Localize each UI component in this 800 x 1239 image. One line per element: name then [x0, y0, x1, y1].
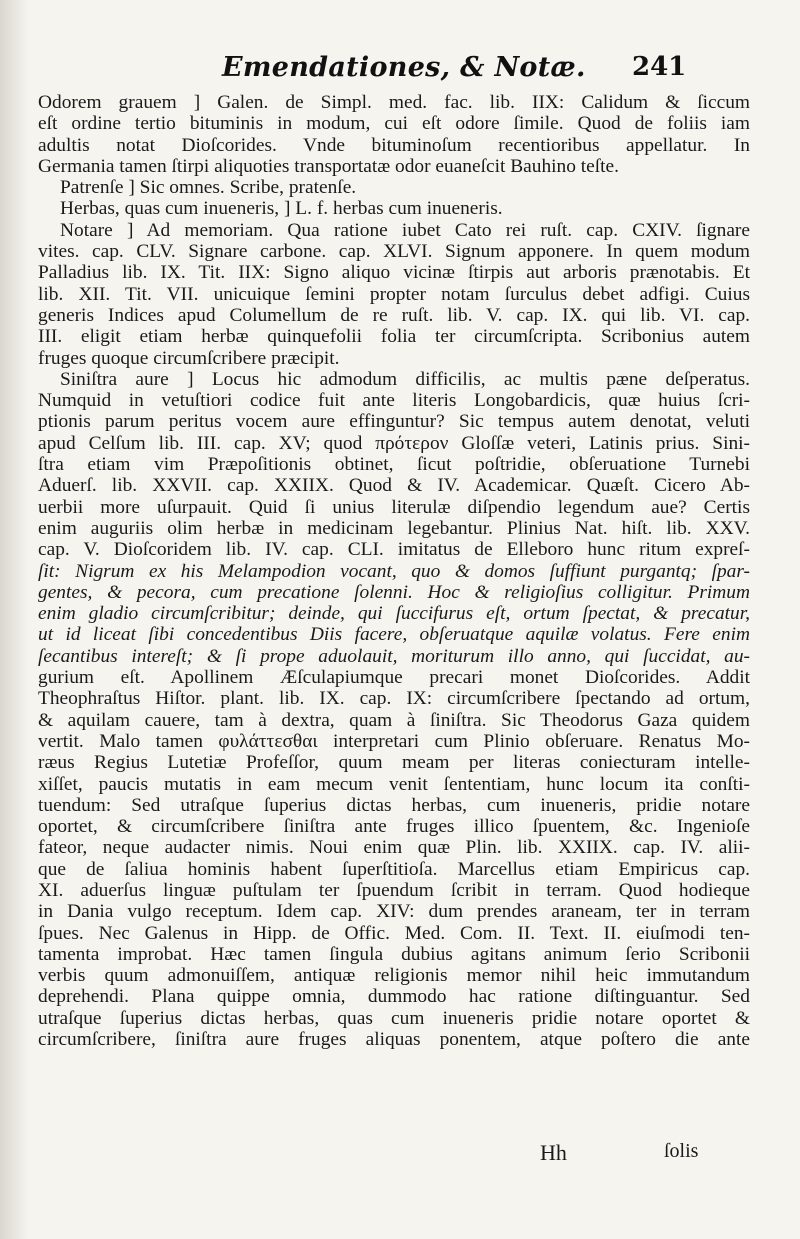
running-title: Emendationes, & Notæ. [222, 52, 586, 83]
text-line: Numquid in vetuſtiori codice fuit ante literis Longobardicis, quæ huius ſcri- [38, 390, 750, 412]
gutter-shadow [0, 0, 28, 1239]
text-line: Herbas, quas cum inueneris, ] L. f. herbas cum inueneris. [60, 198, 503, 220]
text-line: gentes, & pecora, cum precatione ſolenni. Hoc & religioſius colligitur. Primum [38, 581, 750, 603]
text-line: Aduerſ. lib. XXVII. cap. XXIIX. Quod & IV. Academicar. Quæſt. Cicero Ab- [38, 475, 750, 497]
text-line: enim auguriis olim herbæ in medicinam legebantur. Plinius Nat. hiſt. lib. XXV. [38, 517, 750, 539]
text-line: tamenta improbat. Hæc tamen ſingula dubius agitans animum ſerio Scribonii [38, 943, 750, 965]
text-line: ræus Regius Lutetiæ Profeſſor, quum meam per literas coniecturam intelle- [38, 752, 750, 774]
text-line: in Dania vulgo receptum. Idem cap. XIV: dum prendes araneam, ter in terram [38, 901, 750, 923]
text-line: lib. XII. Tit. VII. unicuique ſemini propter notam ſurculus debet adfigi. Cuius [38, 283, 750, 305]
text-line: oportet, & circumſcribere ſiniſtra ante fruges illico ſpuentem, &c. Ingenioſe [38, 816, 750, 838]
text-line: tuendum: Sed utraſque ſuperius dictas herbas, cum inueneris, pridie notare [38, 794, 750, 816]
page-header [0, 52, 800, 92]
text-line: verbis quum admonuiſſem, antiquæ religionis memor nihil heic immutandum [38, 965, 750, 987]
text-line: ſtra etiam vim Præpoſitionis obtinet, ſicut poſtridie, obſeruatione Turnebi [38, 454, 750, 476]
text-line: circumſcribere, ſiniſtra aure fruges aliquas ponentem, atque poſtero die ante [38, 1029, 750, 1051]
page-footer [0, 1140, 800, 1170]
signature-mark: Hh [540, 1140, 567, 1165]
text-line: deprehendi. Plana quippe omnia, dummodo hac ratione diſtinguantur. Sed [38, 986, 750, 1008]
text-line: Germania tamen ſtirpi aliquoties transportatæ odor euaneſcit Bauhino teſte. [38, 155, 620, 177]
text-line: Theophraſtus Hiſtor. plant. lib. IX. cap. IX: circumſcribere ſpectando ad ortum, [38, 688, 750, 710]
text-line: eſt ordine tertio bituminis in modum, cui eſt odore ſimile. Quod de foliis iam [38, 113, 750, 135]
text-line: ſecantibus intereſt; & ſi prope aduolauit, moriturum illo anno, qui ſuccidat, au- [38, 645, 750, 667]
text-line: ptionis parum peritus vocem aure effinguntur? Sic tempus autem denotat, veluti [38, 411, 750, 433]
catchword: ſolis [664, 1140, 699, 1162]
text-line: fateor, neque audacter nimis. Noui enim quæ Plin. lib. XXIIX. cap. IV. alii- [38, 837, 750, 859]
text-line: Notare ] Ad memoriam. Qua ratione iubet Cato rei ruſt. cap. CXIV. ſignare [60, 219, 750, 241]
text-line: enim gladio circumſcribitur; deinde, qui ſuccifurus eſt, ortum ſpectat, & precatur, [38, 603, 750, 625]
text-line: fruges quoque circumſcribere præcipit. [38, 347, 340, 369]
text-line: cap. V. Dioſcoridem lib. IV. cap. CLI. imitatus de Elleboro hunc ritum expreſ- [38, 539, 750, 561]
text-line: apud Celſum lib. III. cap. XV; quod πρότερον Gloſſæ veteri, Latinis prius. Sini- [38, 432, 750, 454]
text-line: III. eligit etiam herbæ quinquefolii folia ter circumſcripta. Scribonius autem [38, 326, 750, 348]
text-line: Siniſtra aure ] Locus hic admodum difficilis, ac multis pæne deſperatus. [60, 368, 750, 390]
text-line: ſpues. Nec Galenus in Hipp. de Offic. Med. Com. II. Text. II. eiuſmodi ten- [38, 922, 750, 944]
text-line: vertit. Malo tamen φυλάττεσθαι interpretari cum Plinio obſeruare. Renatus Mo- [38, 730, 750, 752]
text-line: Patrenſe ] Sic omnes. Scribe, pratenſe. [60, 177, 357, 199]
text-line: que de ſaliua hominis habent ſuperſtitioſa. Marcellus etiam Empiricus cap. [38, 858, 750, 880]
text-line: ut id liceat ſibi concedentibus Diis facere, obſeruatque aquilæ volatus. Fere enim [38, 624, 750, 646]
text-line: adultis notat Dioſcorides. Vnde bituminoſum recentioribus appellatur. In [38, 134, 750, 156]
text-line: uerbii more uſurpauit. Quid ſi unius literulæ diſpendio legendum aue? Certis [38, 496, 750, 518]
text-line: vites. cap. CLV. Signare carbone. cap. XLVI. Signum apponere. In quem modum [38, 241, 750, 263]
text-line: & aquilam cauere, tam à dextra, quam à ſiniſtra. Sic Theodorus Gaza quidem [38, 709, 750, 731]
text-line: ſit: Nigrum ex his Melampodion vocant, quo & domos ſuffiunt purgantq; ſpar- [38, 560, 750, 582]
text-line: Palladius lib. IX. Tit. IIX: Signo aliquo vicinæ ſtirpis aut arboris prænotabis. Et [38, 262, 750, 284]
text-line: generis Indices apud Columellum de re ruſt. lib. V. cap. IX. qui lib. VI. cap. [38, 304, 750, 326]
text-line: gurium eſt. Apollinem Æſculapiumque precari monet Dioſcorides. Addit [38, 667, 750, 689]
text-line: utraſque ſuperius dictas herbas, quas cum inueneris pridie notare oportet & [38, 1007, 750, 1029]
text-line: XI. aduerſus linguæ puſtulam ter ſpuendum ſcribit in terram. Quod hodieque [38, 879, 750, 901]
body-text [38, 92, 750, 1050]
page-number: 241 [632, 52, 687, 82]
text-line: Odorem grauem ] Galen. de Simpl. med. fac. lib. IIX: Calidum & ſiccum [38, 92, 750, 113]
text-line: xiſſet, paucis mutatis in eam mecum venit ſententiam, hunc locum ita conſti- [38, 773, 750, 795]
